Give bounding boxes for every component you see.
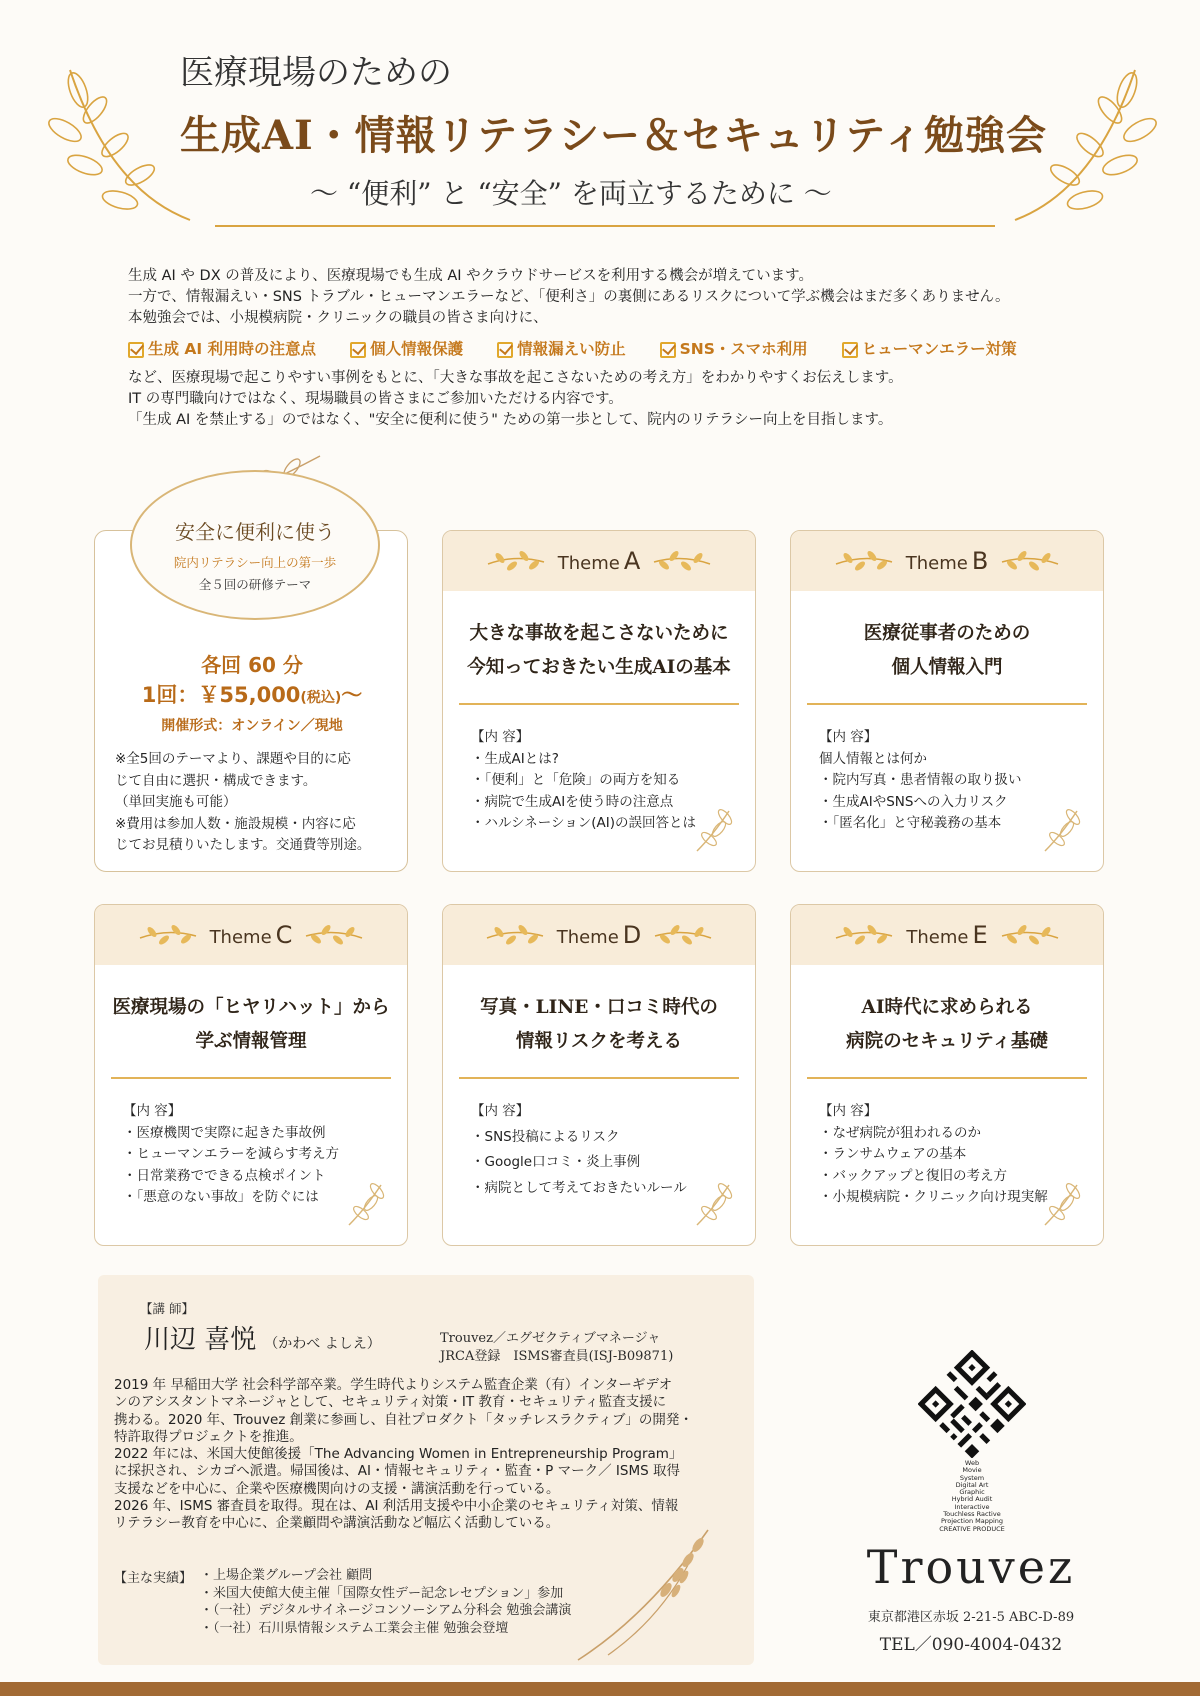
title-divider [215, 225, 995, 227]
laurel-small-left-icon [834, 924, 894, 946]
page-tagline: ～ “便利” と “安全” を両立するために ～ [310, 177, 832, 210]
theme-card-d [442, 904, 756, 1246]
list-item: ・「匿名化」と守秘義務の基本 [819, 815, 1002, 831]
laurel-small-right-icon [1000, 550, 1060, 572]
service-tag: Movie [962, 1466, 982, 1475]
service-tag: Interactive [954, 1502, 990, 1511]
list-item: ・ランサムウェアの基本 [819, 1146, 967, 1162]
company-logo: Trouvez [866, 1540, 1076, 1594]
note-line: じてお見積りいたします。交通費等別途。 [115, 837, 371, 853]
instructor-name [144, 1319, 381, 1356]
theme-card-c [94, 904, 408, 1246]
service-tag: System [959, 1473, 985, 1482]
service-tag: Touchless Ractive [943, 1510, 1001, 1519]
list-item: ・生成AIとは? [471, 750, 559, 767]
theme-header [791, 531, 1103, 591]
price-suffix: 〜 [341, 683, 363, 707]
intro-line: 一方で、情報漏えい・SNS トラブル・ヒューマンエラーなど、「便利さ」の裏側にあるリスクについて学ぶ機会はまだ多くありません。 [128, 289, 1010, 305]
check-box-icon [128, 342, 144, 358]
theme-label: Theme D [556, 921, 642, 949]
intro-line: など、医療現場で起こりやすい事例をもとに、「大きな事故を起こさないための考え方」をわかりやすくお伝えします。 [128, 370, 903, 386]
theme-header [443, 905, 755, 965]
check-box-icon [660, 342, 676, 358]
page-subtitle: 医療現場のための [180, 53, 452, 93]
session-price [95, 679, 409, 709]
content-heading: 【内 容】 [471, 1103, 530, 1119]
list-item: ・「悪意のない事故」を防ぐには [123, 1189, 319, 1205]
qr-code-icon [918, 1350, 1026, 1458]
keyword-item [497, 339, 626, 360]
theme-card-a [442, 530, 756, 872]
list-item: ・Google口コミ・炎上事例 [471, 1154, 641, 1170]
leaf-sprig-icon [691, 1181, 735, 1229]
bio-line: 2022 年には、米国大使館後援「The Advancing Women in Entrepreneurship Program」 [114, 1446, 683, 1463]
instructor-section [98, 1275, 754, 1665]
keyword-item [350, 339, 463, 360]
achievements-label: 【主な実績】 [114, 1571, 193, 1586]
laurel-small-left-icon [834, 550, 894, 572]
laurel-small-left-icon [138, 924, 198, 946]
bio-line: 携わる。2020 年、Trouvez 創業に参画し、自社プロダクト「タッチレスラクティブ」の開発・ [114, 1411, 693, 1428]
check-box-icon [842, 342, 858, 358]
theme-card-e [790, 904, 1104, 1246]
theme-title: AI時代に求められる 病院のセキュリティ基礎 [846, 997, 1048, 1052]
lavender-branch-icon [568, 1525, 718, 1665]
list-item: ・医療機関で実際に起きた事故例 [123, 1124, 326, 1141]
list-item: ・生成AIやSNSへの入力リスク [819, 793, 1008, 810]
bio-line: 2026 年、ISMS 審査員を取得。現在は、AI 利活用支援や中小企業のセキュリティ対策、情報 [114, 1498, 679, 1515]
theme-label: Theme C [209, 921, 293, 949]
achievement-item: ・ （一社）石川県情報システム工業会主催 勉強会登壇 [200, 1620, 571, 1638]
theme-title: 大きな事故を起こさないために 今知っておきたい生成AIの基本 [467, 623, 731, 678]
content-heading: 【内 容】 [819, 1103, 878, 1119]
laurel-small-right-icon [652, 550, 712, 572]
service-tag: Web [964, 1459, 980, 1467]
company-address: 東京都港区赤坂 2-21-5 ABC-D-89 [867, 1610, 1075, 1625]
achievements-list [200, 1567, 571, 1637]
name-reading: （かわべ よしえ） [264, 1336, 381, 1352]
price-value: 1回：￥55,000 [141, 683, 301, 707]
note-line: （単回実施も可能） [115, 794, 237, 810]
summary-oval [130, 470, 380, 620]
intro-line: 本勉強会では、小規模病院・クリニックの職員の皆さま向けに、 [128, 310, 548, 326]
session-format: 開催形式：オンライン／現地 [161, 718, 343, 734]
keyword-label: 生成 AI 利用時の注意点 [148, 340, 317, 358]
content-heading: 【内 容】 [819, 729, 878, 745]
instructor-credential: JRCA登録 ISMS審査員(ISJ-B09871) [440, 1349, 674, 1364]
keyword-label: ヒューマンエラー対策 [861, 340, 1017, 358]
list-item: ・日常業務でできる点検ポイント [123, 1167, 326, 1184]
list-item: 個人情報とは何か [819, 750, 927, 767]
keyword-label: 個人情報保護 [370, 340, 464, 358]
keyword-item [842, 339, 1017, 360]
theme-title: 医療従事者のための 個人情報入門 [863, 623, 1031, 678]
summary-notes [115, 749, 395, 857]
list-item: ・バックアップと復旧の考え方 [819, 1167, 1008, 1184]
list-item: ・院内写真・患者情報の取り扱い [819, 772, 1022, 788]
intro-line: 生成 AI や DX の普及により、医療現場でも生成 AI やクラウドサービスを利用する機会が増えています。 [128, 268, 813, 284]
note-line: ※費用は参加人数・施設規模・内容に応 [115, 815, 356, 832]
instructor-bio [114, 1377, 742, 1533]
check-box-icon [497, 342, 513, 358]
header [0, 0, 1200, 240]
service-tag: Graphic [959, 1488, 985, 1497]
theme-label: Theme E [906, 921, 988, 949]
theme-label: Theme A [557, 547, 641, 575]
keyword-list [128, 339, 1128, 360]
theme-header [791, 905, 1103, 965]
bio-line: 特許取得プロジェクトを推進。 [114, 1428, 303, 1445]
oval-title: 安全に便利に使う [175, 520, 335, 544]
keyword-label: SNS・スマホ利用 [679, 340, 808, 358]
keyword-label: 情報漏えい防止 [517, 340, 626, 358]
theme-label: Theme B [905, 547, 989, 575]
list-item: ・ハルシネーション(AI)の誤回答とは [471, 815, 696, 831]
laurel-small-right-icon [653, 924, 713, 946]
intro-line: IT の専門職向けではなく、現場職員の皆さまにご参加いただける内容です。 [128, 391, 623, 407]
laurel-left-icon [40, 50, 200, 230]
service-tag: Hybrid Audit [951, 1495, 993, 1504]
leaf-sprig-icon [1039, 1181, 1083, 1229]
bio-line: 支援などを中心に、企業や医療機関向けの支援・講演活動を行っている。 [114, 1480, 560, 1497]
instructor-role: Trouvez／エグゼクティブマネージャ [440, 1331, 661, 1346]
service-tag: Digital Art [955, 1480, 989, 1489]
theme-header [443, 531, 755, 591]
content-heading: 【内 容】 [471, 729, 530, 745]
list-item: ・病院で生成AIを使う時の注意点 [471, 793, 674, 810]
keyword-item [660, 339, 808, 360]
theme-title: 医療現場の「ヒヤリハット」から 学ぶ情報管理 [112, 997, 390, 1052]
laurel-small-left-icon [486, 550, 546, 572]
list-item: ・病院として考えておきたいルール [471, 1179, 687, 1196]
oval-caption: 全５回の研修テーマ [198, 577, 312, 592]
session-duration: 各回 60 分 [201, 653, 303, 677]
company-phone: TEL／090-4004-0432 [879, 1635, 1063, 1655]
theme-header [95, 905, 407, 965]
oval-subtitle: 院内リテラシー向上の第一歩 [173, 555, 337, 570]
list-item: ・SNS投稿によるリスク [471, 1128, 620, 1145]
list-item: ・ヒューマンエラーを減らす考え方 [123, 1146, 339, 1162]
laurel-small-left-icon [485, 924, 545, 946]
bio-line: ンのアシスタントマネージャとして、セキュリティ対策・IT 教育・セキュリティ監査支援に [114, 1394, 667, 1411]
bio-line: 2019 年 早稲田大学 社会科学部卒業。学生時代よりシステム監査企業（有）インターギデオ [114, 1377, 673, 1393]
intro-line: 「生成 AI を禁止する」のではなく、"安全に便利に使う" ための第一歩として、院内のリテラシー向上を目指します。 [128, 412, 893, 428]
instructor-label: 【講 師】 [140, 1301, 194, 1316]
note-line: じて自由に選択・構成できます。 [115, 772, 317, 789]
achievement-item: ・ 米国大使館大使主催「国際女性デー記念レセプション」参加 [200, 1585, 571, 1603]
achievement-item: ・ （一社）デジタルサイネージコンソーシアム分科会 勉強会講演 [200, 1602, 571, 1620]
leaf-sprig-icon [1039, 807, 1083, 855]
laurel-small-right-icon [1000, 924, 1060, 946]
list-item: ・なぜ病院が狙われるのか [819, 1124, 981, 1141]
content-heading: 【内 容】 [123, 1103, 182, 1119]
list-item: ・小規模病院・クリニック向け現実解 [819, 1189, 1048, 1205]
keyword-item [128, 339, 316, 360]
company-services [880, 1460, 1064, 1533]
service-tag: CREATIVE PRODUCE [939, 1524, 1005, 1533]
leaf-sprig-icon [691, 807, 735, 855]
theme-card-b [790, 530, 1104, 872]
intro-section [128, 266, 1128, 431]
theme-title: 写真・LINE・口コミ時代の 情報リスクを考える [480, 997, 718, 1052]
name-text: 川辺 喜悦 [144, 1325, 257, 1355]
list-item: ・「便利」と「危険」の両方を知る [471, 772, 681, 788]
service-tag: Projection Mapping [940, 1517, 1004, 1526]
page-title: 生成AI・情報リテラシー＆セキュリティ勉強会 [180, 112, 1047, 159]
leaf-sprig-icon [343, 1181, 387, 1229]
check-box-icon [350, 342, 366, 358]
laurel-small-right-icon [304, 924, 364, 946]
achievement-item: ・ 上場企業グループ会社 顧問 [200, 1567, 571, 1585]
note-line: ※全5回のテーマより、課題や目的に応 [115, 751, 351, 767]
footer-bar [0, 1682, 1200, 1696]
price-tax: (税込) [300, 690, 342, 706]
bio-line: に採択され、シカゴへ派遣。帰国後は、AI・情報セキュリティ・監査・P マーク／ ISMS 取得 [114, 1463, 680, 1480]
bio-line: リテラシー教育を中心に、企業顧問や講演活動など幅広く活動している。 [114, 1515, 560, 1532]
